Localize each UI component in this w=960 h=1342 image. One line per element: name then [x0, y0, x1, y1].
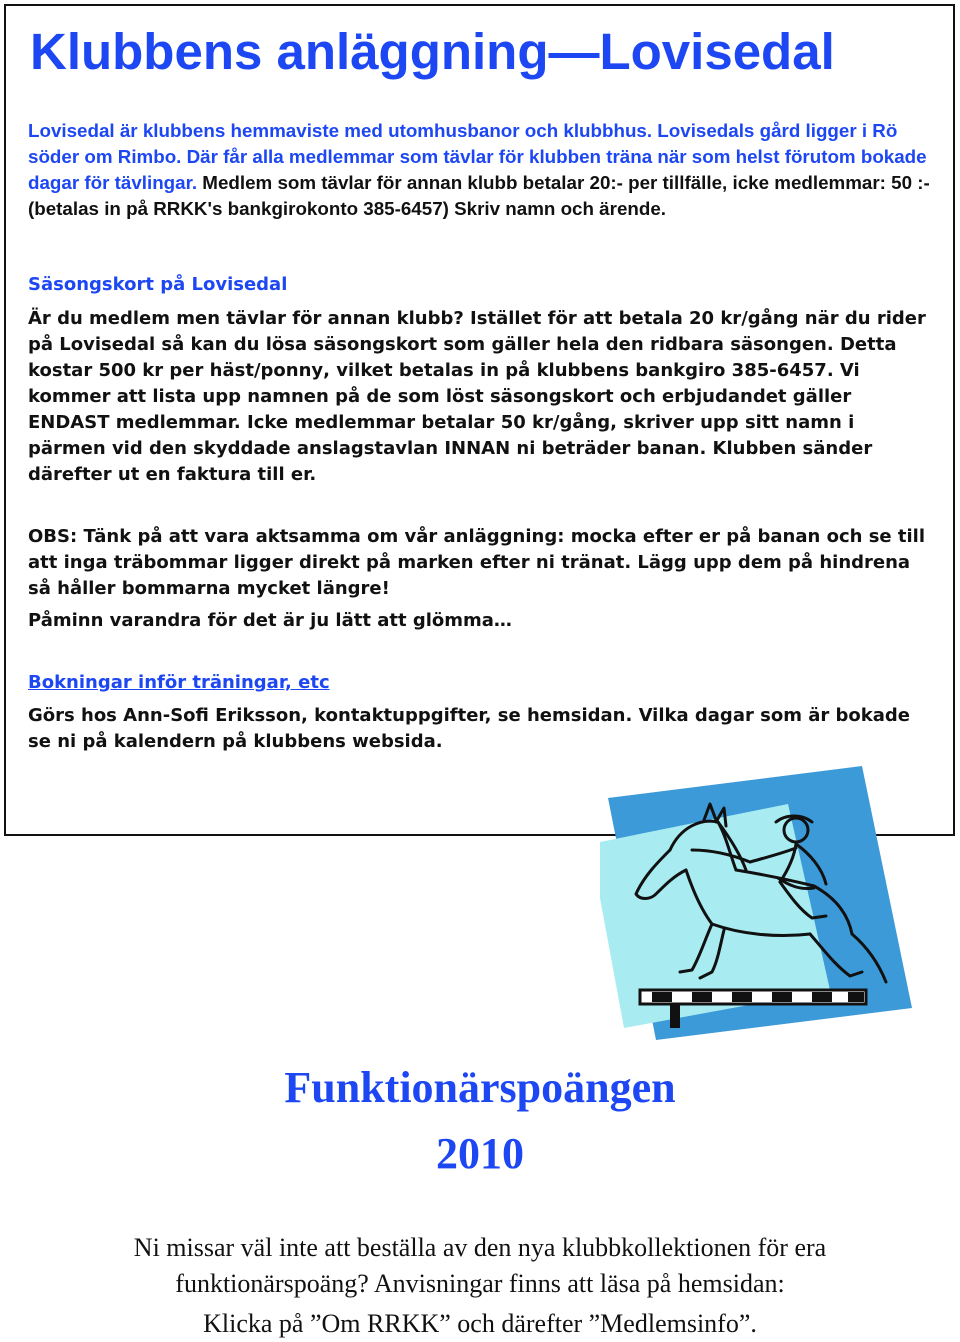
funktionar-year: 2010 — [436, 1129, 524, 1178]
booking-paragraph: Görs hos Ann-Sofi Eriksson, kontaktuppgifter, se hemsidan. Vilka dagar som är bokade se ni på kalendern på klubbens websida. — [28, 705, 910, 752]
intro-paragraph — [28, 118, 933, 222]
season-card-heading: Säsongskort på Lovisedal — [28, 274, 288, 295]
page-title: Klubbens anläggning—Lovisedal — [30, 23, 835, 80]
intro-blue-text: Lovisedal är klubbens hemmaviste med utomhusbanor och klubbhus. Lovisedals gård ligger i Rö söder om Rimbo. Där får alla medlemmar som tävlar för klubben träna när som helst förutom bokade dagar för tävlingar. — [28, 120, 927, 193]
obs-paragraph: OBS: Tänk på att vara aktsamma om vår anläggning: mocka efter er på banan och se till att inga träbommar ligger direkt på marken efter ni tränat. Lägg upp dem på hindrena så håller bommarna mycket längre! — [28, 526, 926, 599]
season-text-after: , vilket betalas in på klubbens bankgiro 385-6457. Vi kommer att lista upp namnen på de som löst säsongskort och erbjudandet gäller ENDAST medlemmar. Icke medlemmar betalar 50 kr/gång, skriver upp sitt namn i pärmen vid den skyddade anslagstavlan INNAN ni beträder banan. Klubben sänder därefter ut en faktura till er. — [28, 360, 873, 485]
season-price: 500 kr per häst/ponny — [98, 360, 324, 381]
funktionar-note-line-3: Klicka på ”Om RRKK” och därefter ”Medlemsinfo”. — [203, 1309, 757, 1338]
funktionar-title: Funktionärspoängen — [284, 1063, 676, 1112]
booking-heading: Bokningar inför träningar, etc — [28, 672, 330, 693]
reminder-line: Påminn varandra för det är ju lätt att glömma… — [28, 610, 512, 631]
horse-jumping-icon — [600, 758, 912, 1040]
funktionar-note-line-2: funktionärspoäng? Anvisningar finns att läsa på hemsidan: — [175, 1269, 785, 1298]
season-card-paragraph — [28, 306, 933, 488]
funktionar-note-line-1: Ni missar väl inte att beställa av den nya klubbkollektionen för era — [133, 1233, 827, 1262]
season-text-before: Är du medlem men tävlar för annan klubb? Istället för att betala 20 kr/gång när du rider på Lovisedal så kan du lösa säsongskort som gäller hela den ridbara säsongen. Detta kostar — [28, 308, 926, 381]
intro-dark-text: Medlem som tävlar för annan klubb betalar 20:- per tillfälle, icke medlemmar: 50 :- (betalas in på RRKK's bankgirokonto 385-6457) Skriv namn och ärende. — [28, 172, 930, 219]
